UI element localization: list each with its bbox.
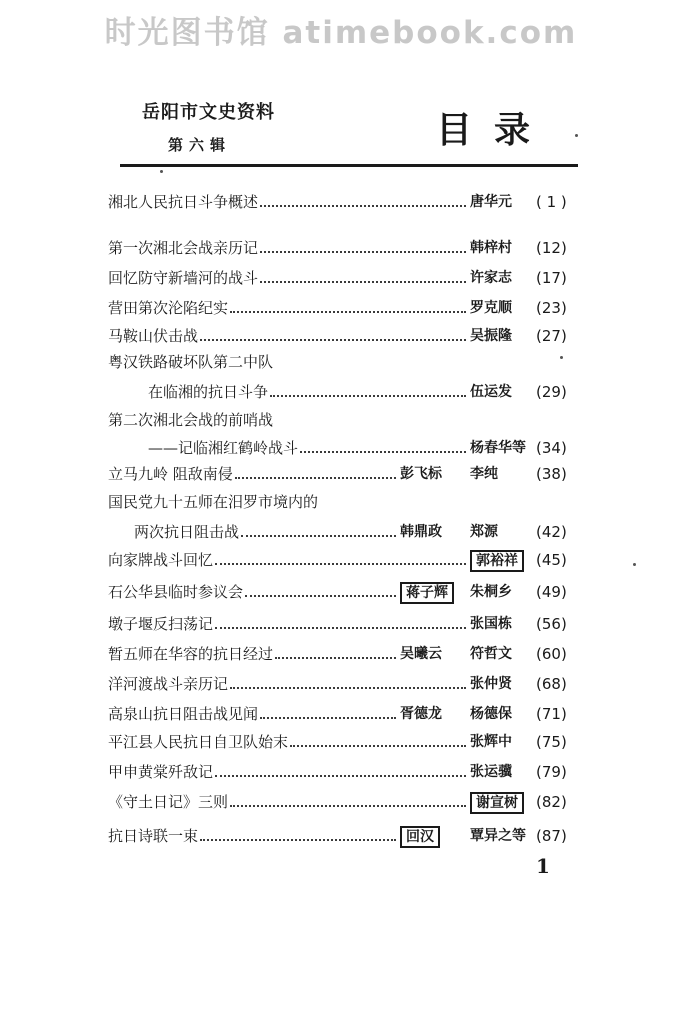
page-folio: 1 [536,854,550,878]
entry-title: 《守土日记》三则 [108,793,229,811]
dot-leader [300,429,466,453]
entry-author: 郑源 [470,524,498,540]
entry-page-number: (71) [536,705,567,723]
entry-title: 湘北人民抗日斗争概述 [108,193,259,211]
entry-title: 粤汉铁路破坏队第二中队 [108,353,274,371]
entry-title: 向家牌战斗回忆 [108,551,214,569]
entry-title: 立马九岭 阻敌南侵 [108,465,233,483]
toc-entry [0,350,682,374]
toc-entry [0,324,682,348]
scan-speck [160,170,163,173]
entry-page-number: (82) [536,793,567,811]
toc-entry [0,672,682,696]
entry-title: 墩子堰反扫荡记 [108,615,214,633]
entry-co-author: 胥德龙 [400,706,442,722]
entry-co-author: 彭飞标 [400,466,442,482]
entry-author: 伍运发 [470,384,512,400]
entry-co-author: 蒋子辉 [400,582,454,604]
entry-co-author: 韩鼎政 [400,524,442,540]
entry-page-number: (23) [536,299,567,317]
entry-page-number: (27) [536,327,567,345]
entry-author: 吴振隆 [470,328,512,344]
dot-leader [260,259,466,283]
entry-title: 洋河渡战斗亲历记 [108,675,229,693]
entry-title: 两次抗日阻击战 [134,523,240,541]
site-watermark: 时光图书馆 atimebook.com [104,15,578,51]
entry-author: 郭裕祥 [470,550,524,572]
dot-leader [290,723,466,747]
entry-page-number: (79) [536,763,567,781]
dot-leader [230,783,466,807]
entry-title: 营田第次沦陷纪实 [108,299,229,317]
entry-page-number: (17) [536,269,567,287]
entry-page-number: (56) [536,615,567,633]
entry-page-number: (60) [536,645,567,663]
toc-entry [0,824,682,848]
dot-leader [260,695,396,719]
scan-speck [575,134,578,137]
entry-author: 杨德保 [470,706,512,722]
entry-author: 张仲贤 [470,676,512,692]
entry-title: ——记临湘红鹤岭战斗 [148,439,299,457]
entry-page-number: (12) [536,239,567,257]
toc-entry [0,580,682,604]
toc-entry [0,642,682,666]
entry-author: 张运骥 [470,764,512,780]
series-title: 岳阳市文史资料 [142,102,275,123]
entry-author: 朱桐乡 [470,584,512,600]
entry-page-number: (87) [536,827,567,845]
entry-title: 甲申黄棠歼敌记 [108,763,214,781]
entry-title: 暂五师在华容的抗日经过 [108,645,274,663]
toc-entry [0,490,682,514]
entry-page-number: (34) [536,439,567,457]
toc-entry [0,790,682,814]
entry-author: 谢宣树 [470,792,524,814]
entry-title: 抗日诗联一束 [108,827,199,845]
toc-entry [0,266,682,290]
entry-title: 国民党九十五师在汨罗市境内的 [108,493,319,511]
dot-leader [215,605,466,629]
entry-co-author: 回汉 [400,826,440,848]
dot-leader [260,183,466,207]
entry-title: 第一次湘北会战亲历记 [108,239,259,257]
entry-author: 李纯 [470,466,498,482]
entry-author: 张国栋 [470,616,512,632]
entry-author: 张辉中 [470,734,512,750]
dot-leader [260,229,466,253]
entry-title: 高泉山抗日阻击战见闻 [108,705,259,723]
entry-author: 罗克顺 [470,300,512,316]
entry-title: 平江县人民抗日自卫队始末 [108,733,289,751]
entry-page-number: (42) [536,523,567,541]
entry-author: 杨春华等 [470,440,526,456]
dot-leader [200,317,466,341]
entry-title: 第二次湘北会战的前哨战 [108,411,274,429]
toc-entry [0,190,682,214]
toc-entry [0,236,682,260]
toc-entry [0,612,682,636]
dot-leader [275,635,396,659]
dot-leader [241,513,396,537]
entry-title: 石公华县临时参议会 [108,583,244,601]
entry-page-number: (45) [536,551,567,569]
dot-leader [215,753,466,777]
dot-leader [215,541,466,565]
entry-author: 唐华元 [470,194,512,210]
toc-entry [0,462,682,486]
scan-speck [560,356,563,359]
entry-co-author: 吴曦云 [400,646,442,662]
entry-title: 在临湘的抗日斗争 [148,383,269,401]
entry-page-number: (38) [536,465,567,483]
entry-page-number: (29) [536,383,567,401]
scan-speck [633,563,636,566]
entry-author: 许家志 [470,270,512,286]
entry-title: 回忆防守新墙河的战斗 [108,269,259,287]
toc-entry [0,760,682,784]
entry-author: 覃异之等 [470,828,526,844]
dot-leader [245,573,396,597]
entry-title: 马鞍山伏击战 [108,327,199,345]
entry-author: 符哲文 [470,646,512,662]
entry-page-number: ( 1 ) [536,193,567,211]
dot-leader [230,665,466,689]
volume-label: 第六辑 [168,136,232,154]
toc-entry [0,380,682,404]
toc-entry [0,548,682,572]
toc-entry [0,730,682,754]
entry-page-number: (75) [536,733,567,751]
dot-leader [235,455,396,479]
dot-leader [230,289,466,313]
dot-leader [200,817,396,841]
entry-author: 韩梓村 [470,240,512,256]
dot-leader [270,373,466,397]
toc-heading: 目录 [436,110,553,151]
entry-page-number: (49) [536,583,567,601]
entry-page-number: (68) [536,675,567,693]
